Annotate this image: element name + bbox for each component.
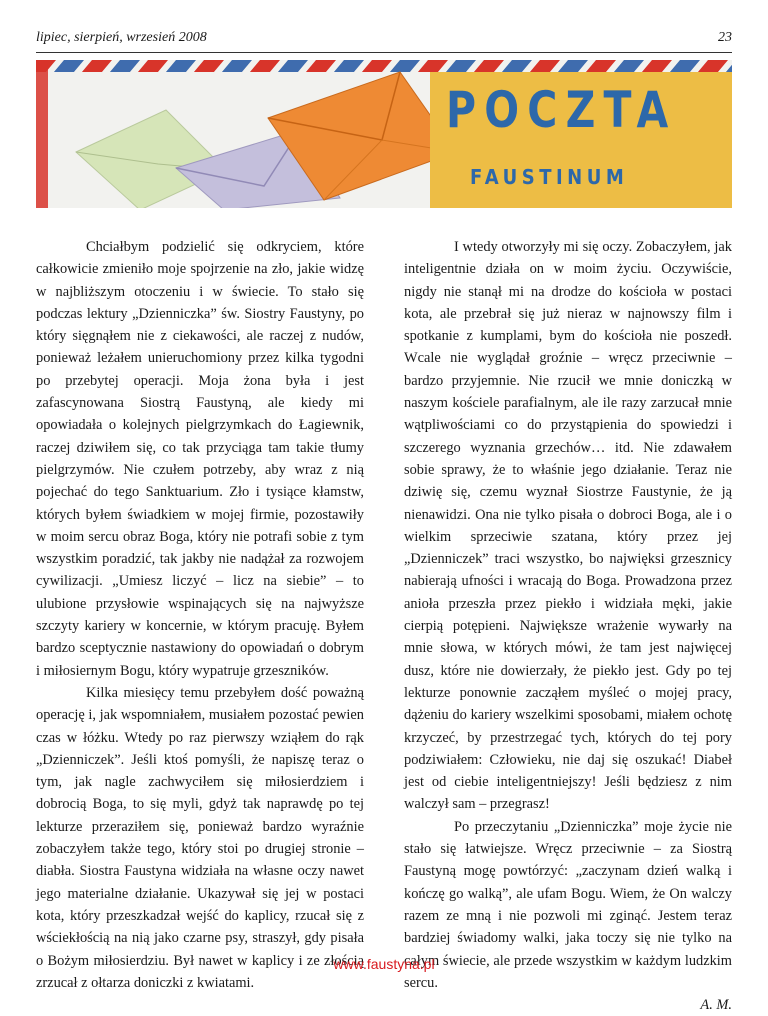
issue-date: lipiec, sierpień, wrzesień 2008 <box>36 30 207 45</box>
paragraph: Chciałbym podzielić się odkryciem, które całkowicie zmieniło moje spojrzenie na zło, jakie widzę w najbliższym otoczeniu i w świecie. To stało się podczas lektury „Dzienniczka” św. Siostry Faustyny, po który sięgnąłem nie z ciekawości, ale raczej z nudów, ponieważ leżałem unieruchomiony przez kilka tygodni po przebytej operacji. Moja żona była i jest zafascynowana Siostrą Faustyną, ale kiedy mi opowiadała o kolejnych pielgrzymkach do Łagiewnik, raczej dziwiłem się, co tak przyciąga tam takie tłumy pielgrzymów. Nie czułem potrzeby, aby wraz z nią pojechać do tego Sanktuarium. Zło i tysiące kłamstw, których byłem świadkiem w mojej firmie, pozostawiły w moim sercu obraz Boga, który nie potrafi sobie z tym wszystkim poradzić, tak jakby nie nadążał za rozwojem cywilizacji. „Umiesz liczyć – licz na siebie” – to ulubione przysłowie wspinających się na najwyższe szczyty kariery w koncernie, w którym pracuję. Byłem bardzo sceptycznie nastawiony do opowiadań o dobrym i miłosiernym Bogu, który wypatruje grzeszników. <box>36 239 364 679</box>
masthead <box>430 73 748 211</box>
paragraph: Po przeczytaniu „Dzienniczka” moje życie nie stało się łatwiejsze. Wręcz przeciwnie – za Siostrą Faustyną mogę powtórzyć: „zaczynam dzień walką i kończę go walką”, ale ufam Bogu. Wiem, że On walczy razem ze mną i nie pozwoli mi zginąć. Jestem teraz bardziej świadomy walki, jaka toczy się nie tylko na całym świecie, ale przede wszystkim w każdym ludzkim sercu. <box>404 818 732 991</box>
airmail-stripe-top <box>36 60 732 72</box>
section-subtitle: FAUSTINUM <box>470 165 629 189</box>
airmail-stripe-left <box>36 60 48 208</box>
section-title: POCZTA <box>446 81 677 139</box>
page-number: 23 <box>718 30 732 45</box>
article-column-left <box>36 236 364 994</box>
footer-website-link[interactable]: www.faustyna.pl <box>333 956 435 972</box>
header-divider <box>36 52 732 53</box>
article-column-right <box>404 236 732 1016</box>
paragraph: Kilka miesięcy temu przebyłem dość poważną operację i, jak wspomniałem, musiałem pozostać pewien czas w łóżku. Wtedy po raz pierwszy wziąłem do rąk „Dzienniczek”. Jeśli ktoś pomyśli, że napiszę teraz o tym, jak nagle zachwyciłem się miłosierdziem i dobrocią Boga, to się myli, gdyż tak naprawdę po tej lekturze przeraziłem się, ponieważ bardzo wyraźnie zobaczyłem także tego, który stoi po drugiej stronie – diabła. Siostra Faustyna widziała na własne oczy nawet jego materialne działanie. Ukazywał się jej w postaci kota, który przeszkadzał wejść do kaplicy, rzucał się z wściekłością na nią jako czarne psy, straszył, gdy pisała o Bożym miłosierdziu. Był nawet w kaplicy i ze złością zrzucał z ołtarza doniczki z kwiatami. <box>36 684 364 991</box>
paragraph: I wtedy otworzyły mi się oczy. Zobaczyłem, jak inteligentnie działa on w moim życiu. Oczywiście, nigdy nie stanął mi na drodze do kościoła w postaci kota, ale przebrał się już nieraz w najnowszy film i spotkanie z kumplami, bym do kościoła nie poszedł. Wcale nie wyglądał groźnie – wręcz przeciwnie – bardzo przyjemnie. Nie rzucił we mnie doniczką w naszym kościele parafialnym, ale ile razy zarzucał mnie wątpliwościami co do przystąpienia do spowiedzi i szczerego wyznania grzechów… itd. Nie zdawałem sobie sprawy, że to właśnie jego działanie. Teraz nie dziwię się, czemu wyznał Siostrze Faustynie, że ją nienawidzi. Ona nie tylko pisała o dobroci Boga, ale i o wielkim sprzeciwie szatana, który przez jej „Dzienniczek” traci wszystko, bo najwięksi grzesznicy nabierają ufności i wracają do Boga. Prowadzona przez anioła przeszła przez piekło i widziała męki, jakie cierpią potępieni. Największe wrażenie wywarły na mnie słowa, w których mówi, że tam jest najwięcej dusz, które nie dowierzały, że piekło jest. Gdy po tej lekturze ponownie zacząłem myśleć o mojej pracy, dążeniu do kariery wszelkimi sposobami, miałem ochotę krzyczeć, by przestrzegać tych, których do tej pory podziwiałem: Człowieku, nie daj się oszukać! Diabeł jest od ciebie inteligentniejszy! Jeśli będziesz z nim walczył sam – przegrasz! <box>404 239 732 813</box>
author-signature: A. M. <box>700 997 732 1014</box>
